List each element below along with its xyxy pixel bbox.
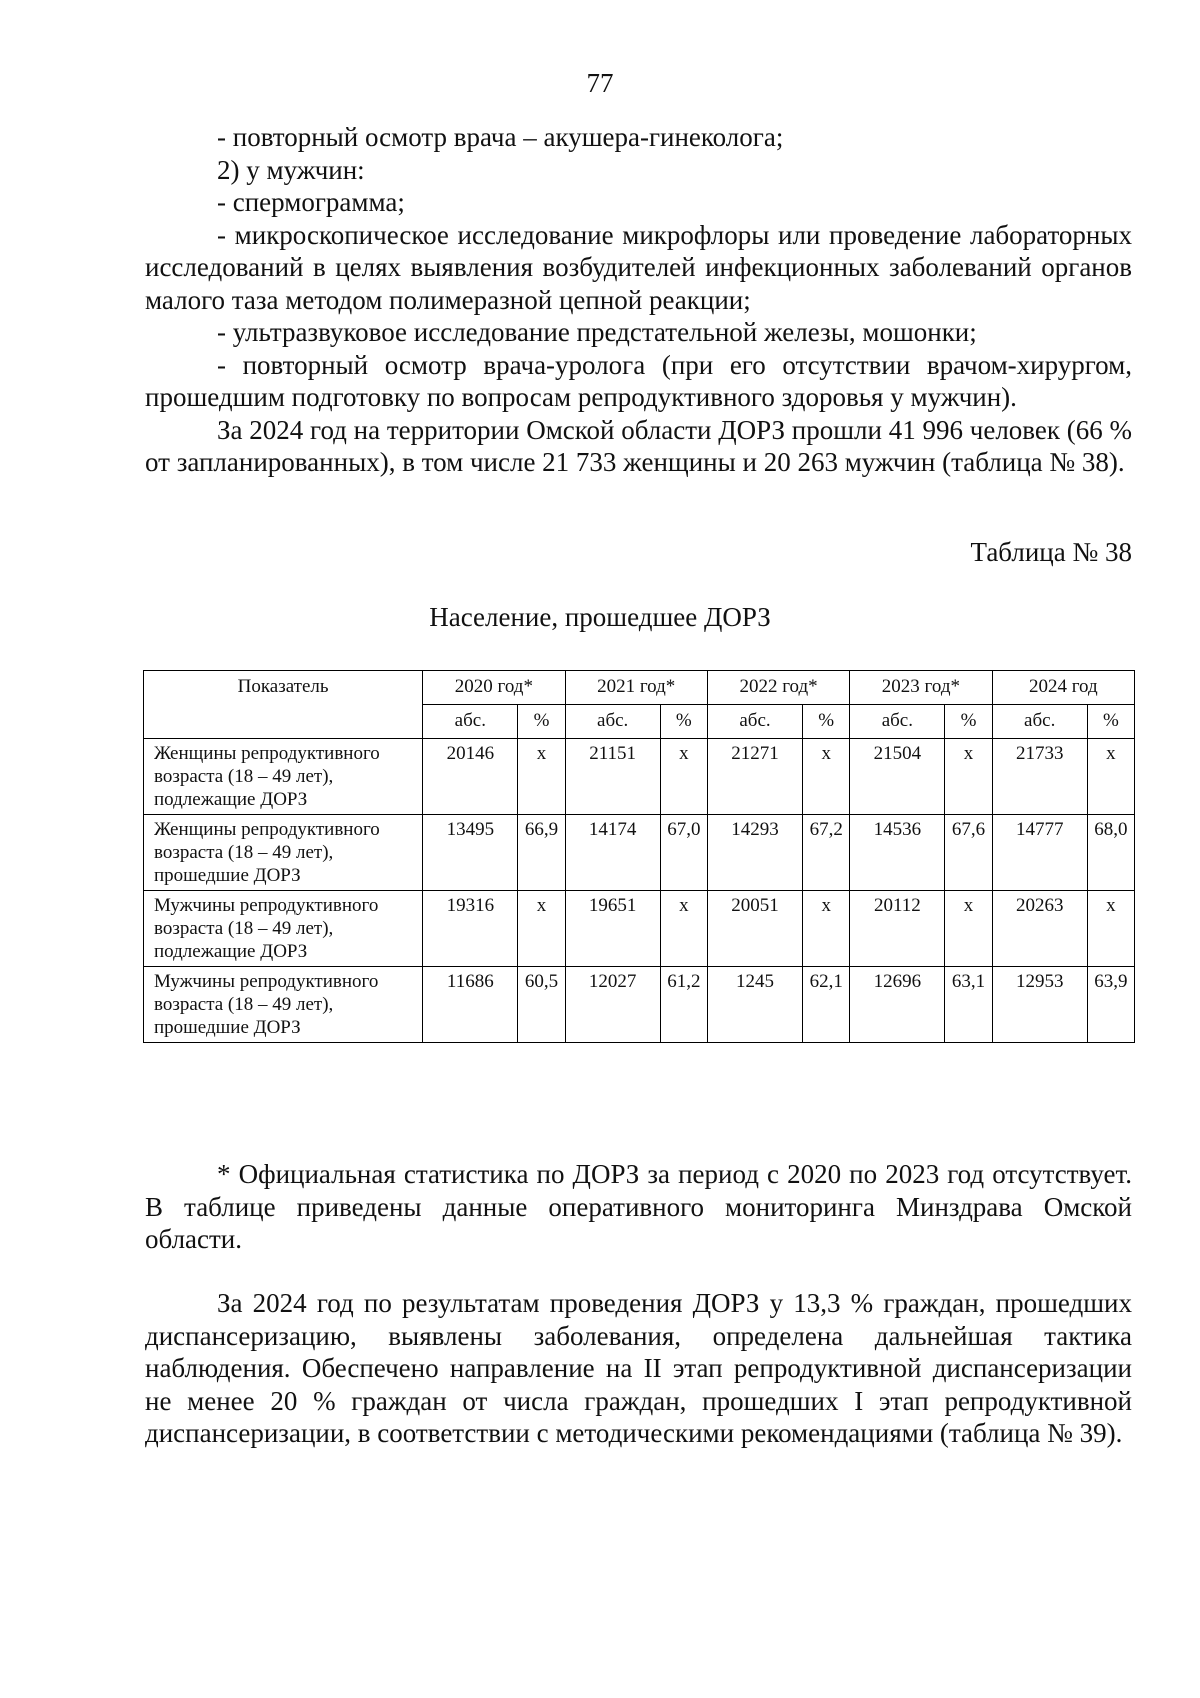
paragraph: - ультразвуковое исследование предстательной железы, мошонки; (217, 317, 977, 347)
abs-cell: 14174 (565, 815, 660, 891)
data-table (143, 670, 1135, 1043)
pct-cell: х (1087, 891, 1134, 967)
year-header: 2020 год* (423, 671, 565, 705)
pct-cell: х (1087, 739, 1134, 815)
pct-cell: 67,2 (803, 815, 850, 891)
paragraph: - повторный осмотр врача – акушера-гинеколога; (217, 122, 784, 152)
abs-cell: 21504 (850, 739, 945, 815)
pct-cell: х (803, 739, 850, 815)
abs-cell: 11686 (423, 967, 518, 1043)
pct-cell: 63,1 (945, 967, 992, 1043)
abs-subheader: абс. (565, 705, 660, 739)
table-row (144, 815, 1135, 891)
pct-subheader: % (1087, 705, 1134, 739)
abs-cell: 19651 (565, 891, 660, 967)
pct-subheader: % (945, 705, 992, 739)
paragraph: - микроскопическое исследование микрофлоры или проведение лабораторных исследований в целях выявления возбудителей инфекционных заболеваний органов малого таза методом полимеразной цепной реакции; (145, 219, 1132, 315)
row-label: Женщины репродуктивного возраста (18 – 49 лет), подлежащие ДОРЗ (144, 739, 423, 815)
abs-cell: 13495 (423, 815, 518, 891)
abs-cell: 21151 (565, 739, 660, 815)
abs-cell: 20263 (992, 891, 1087, 967)
table-row (144, 967, 1135, 1043)
paragraph: - повторный осмотр врача-уролога (при его отсутствии врачом-хирургом, прошедшим подготовку по вопросам репродуктивного здоровья у мужчин). (145, 349, 1132, 412)
pct-cell: 67,6 (945, 815, 992, 891)
pct-cell: х (518, 739, 565, 815)
footnote-block (145, 1158, 1132, 1256)
table-row (144, 891, 1135, 967)
table-body (144, 739, 1135, 1043)
year-header: 2023 год* (850, 671, 992, 705)
pct-cell: х (945, 891, 992, 967)
table-label: Таблица № 38 (970, 537, 1132, 567)
pct-cell: 68,0 (1087, 815, 1134, 891)
abs-cell: 20112 (850, 891, 945, 967)
year-header: 2024 год (992, 671, 1134, 705)
pct-cell: х (803, 891, 850, 967)
pct-cell: 63,9 (1087, 967, 1134, 1043)
abs-subheader: абс. (707, 705, 802, 739)
indicator-header: Показатель (144, 671, 423, 739)
pct-cell: 62,1 (803, 967, 850, 1043)
abs-subheader: абс. (850, 705, 945, 739)
year-header: 2022 год* (707, 671, 849, 705)
pct-cell: х (945, 739, 992, 815)
pct-subheader: % (518, 705, 565, 739)
footnote: * Официальная статистика по ДОРЗ за период с 2020 по 2023 год отсутствует. В таблице приведены данные оперативного мониторинга Минздрава Омской области. (145, 1159, 1132, 1254)
abs-cell: 14293 (707, 815, 802, 891)
table-title: Население, прошедшее ДОРЗ (429, 602, 771, 632)
abs-cell: 20051 (707, 891, 802, 967)
table-row (144, 739, 1135, 815)
closing-block (145, 1287, 1132, 1450)
row-label: Мужчины репродуктивного возраста (18 – 49 лет), прошедшие ДОРЗ (144, 967, 423, 1043)
closing-paragraph: За 2024 год по результатам проведения ДОРЗ у 13,3 % граждан, прошедших диспансеризацию, выявлены заболевания, определена дальнейшая тактика наблюдения. Обеспечено направление на II этап репродуктивной диспансеризации не менее 20 % граждан от числа граждан, прошедших I этап репродуктивной диспансеризации, в соответствии с методическими рекомендациями (таблица № 39). (145, 1288, 1132, 1448)
row-label: Женщины репродуктивного возраста (18 – 49 лет), прошедшие ДОРЗ (144, 815, 423, 891)
abs-cell: 20146 (423, 739, 518, 815)
year-header: 2021 год* (565, 671, 707, 705)
pct-cell: 66,9 (518, 815, 565, 891)
abs-cell: 14536 (850, 815, 945, 891)
pct-cell: х (518, 891, 565, 967)
abs-cell: 12027 (565, 967, 660, 1043)
page-number: 77 (586, 68, 614, 98)
row-label: Мужчины репродуктивного возраста (18 – 49 лет), подлежащие ДОРЗ (144, 891, 423, 967)
abs-cell: 12696 (850, 967, 945, 1043)
abs-subheader: абс. (992, 705, 1087, 739)
abs-subheader: абс. (423, 705, 518, 739)
pct-cell: 61,2 (660, 967, 707, 1043)
abs-cell: 21271 (707, 739, 802, 815)
abs-cell: 19316 (423, 891, 518, 967)
paragraph: За 2024 год на территории Омской области ДОРЗ прошли 41 996 человек (66 % от запланированных), в том числе 21 733 женщины и 20 263 мужчин (таблица № 38). (145, 414, 1132, 477)
abs-cell: 1245 (707, 967, 802, 1043)
intro-text (145, 121, 1132, 479)
paragraph: - спермограмма; (217, 187, 405, 217)
abs-cell: 21733 (992, 739, 1087, 815)
abs-cell: 12953 (992, 967, 1087, 1043)
pct-cell: 60,5 (518, 967, 565, 1043)
pct-cell: х (660, 891, 707, 967)
pct-subheader: % (660, 705, 707, 739)
paragraph: 2) у мужчин: (217, 154, 365, 185)
pct-cell: х (660, 739, 707, 815)
abs-cell: 14777 (992, 815, 1087, 891)
pct-subheader: % (803, 705, 850, 739)
pct-cell: 67,0 (660, 815, 707, 891)
